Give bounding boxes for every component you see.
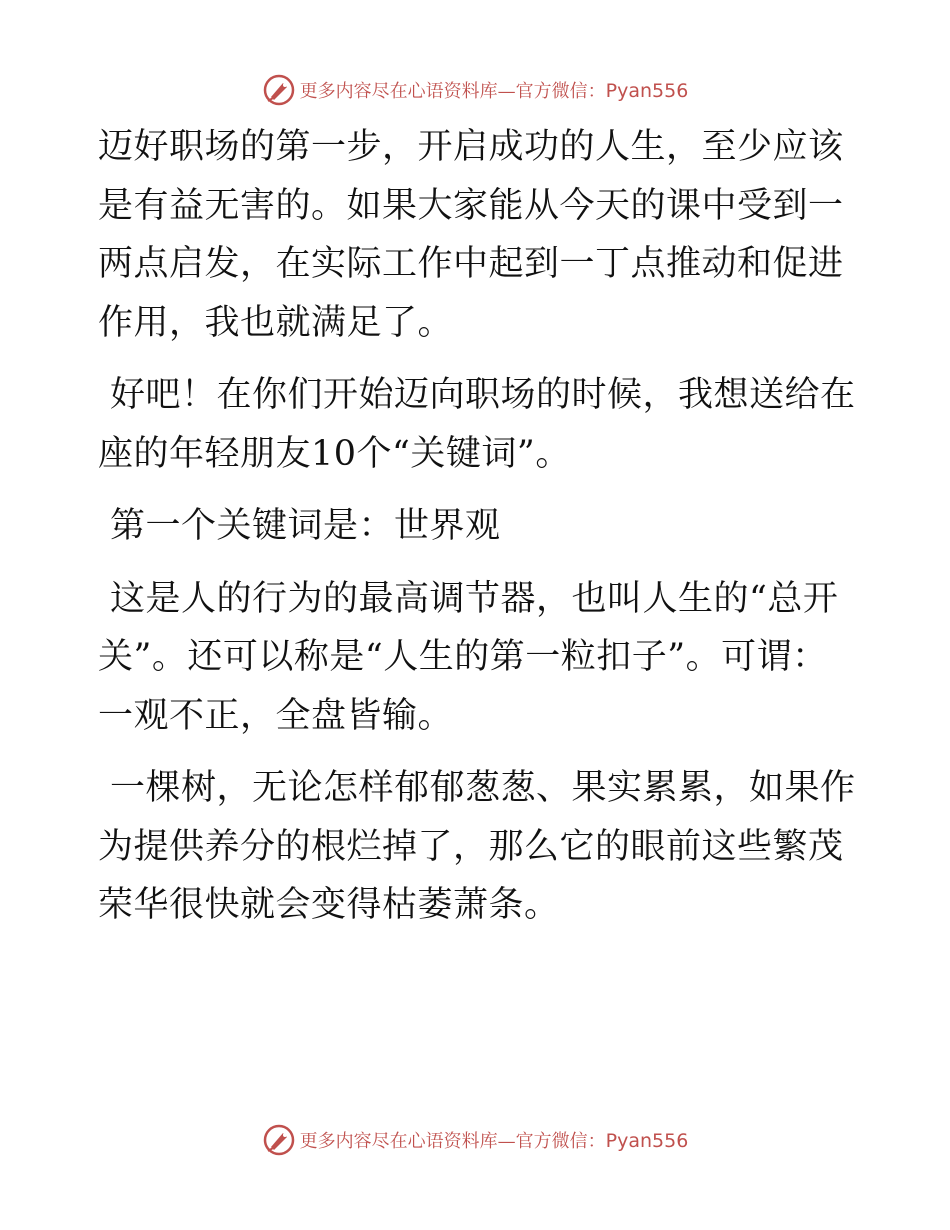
- pen-nib-logo-icon: [262, 1123, 296, 1157]
- footer-banner-id: Pyan556: [605, 1130, 689, 1152]
- header-banner: [262, 73, 689, 107]
- section-heading-worldview: 第一个关键词是：世界观: [110, 506, 501, 546]
- header-banner-text: [300, 77, 689, 103]
- footer-banner-cn: 更多内容尽在心语资料库: [299, 1131, 498, 1152]
- footer-banner-text: [300, 1127, 689, 1153]
- footer-banner-sep: —: [497, 1131, 516, 1152]
- footer-banner: [262, 1123, 689, 1157]
- header-banner-id: Pyan556: [605, 80, 689, 102]
- paragraph-4: 一棵树，无论怎样郁郁葱葱、果实累累，如果作为提供养分的根烂掉了，那么它的眼前这些繁茂荣华很快就会变得枯萎萧条。: [98, 768, 856, 925]
- header-banner-sep: —: [497, 81, 516, 102]
- pen-nib-logo-icon: [262, 73, 296, 107]
- paragraph-2: 好吧！在你们开始迈向职场的时候，我想送给在座的年轻朋友10个“关键词”。: [98, 375, 856, 474]
- paragraph-1: 迈好职场的第一步，开启成功的人生，至少应该是有益无害的。如果大家能从今天的课中受到一两点启发，在实际工作中起到一丁点推动和促进作用，我也就满足了。: [98, 127, 844, 343]
- footer-banner-wechat: 官方微信：: [515, 1131, 606, 1152]
- document-body: [98, 118, 858, 949]
- page-footer: [0, 1120, 950, 1160]
- header-banner-cn: 更多内容尽在心语资料库: [299, 81, 498, 102]
- page-header: [0, 70, 950, 110]
- paragraph-3: 这是人的行为的最高调节器，也叫人生的“总开关”。还可以称是“人生的第一粒扣子”。可谓：一观不正，全盘皆输。: [98, 578, 839, 736]
- header-banner-wechat: 官方微信：: [515, 81, 606, 102]
